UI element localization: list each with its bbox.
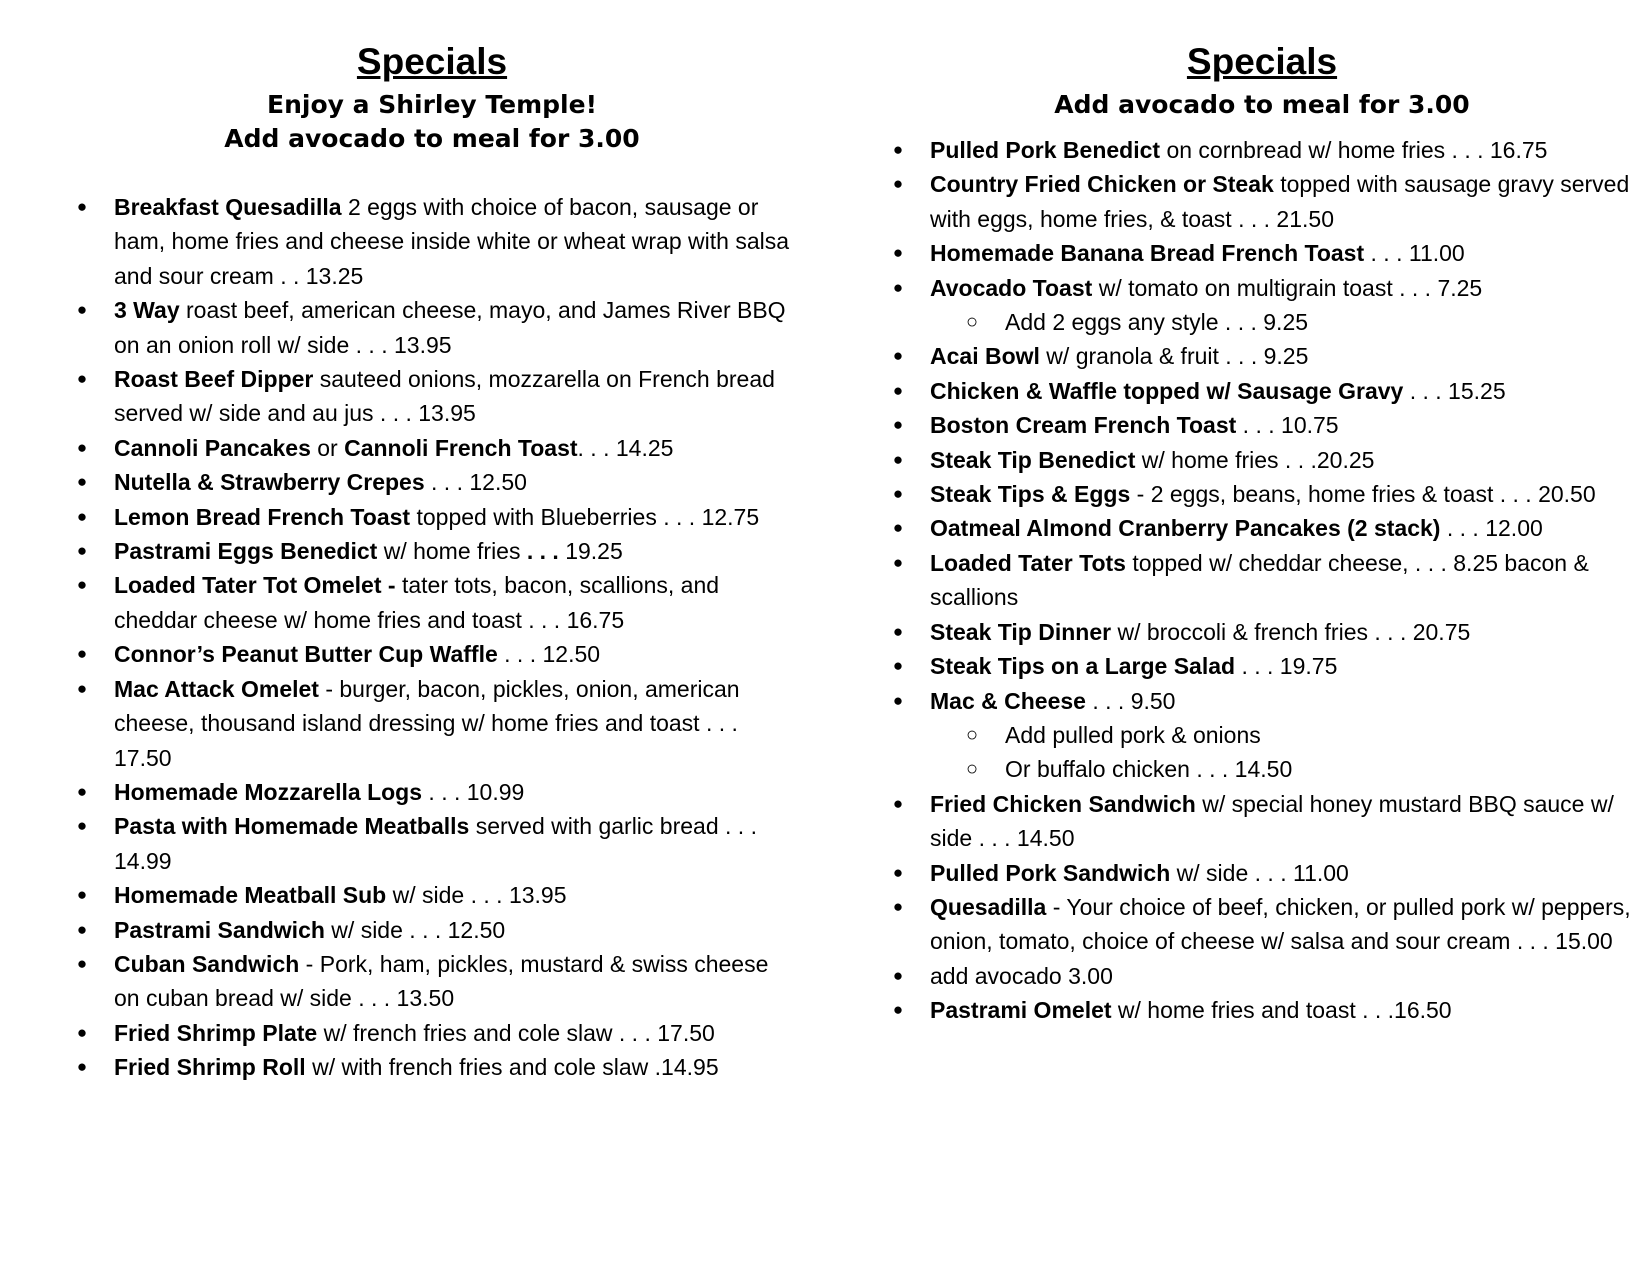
menu-item-description: w/ french fries and cole slaw . . . 17.50: [317, 1019, 715, 1046]
menu-item: [72, 568, 792, 637]
bullet-icon: ●: [892, 552, 904, 572]
menu-item: [888, 615, 1636, 649]
left-subtitle-1: Enjoy a Shirley Temple!: [267, 90, 597, 119]
menu-item-description: . . . 9.50: [1085, 687, 1176, 714]
menu-item-name: Homemade Banana Bread French Toast: [930, 240, 1365, 267]
bullet-icon: ●: [76, 644, 88, 664]
menu-item-name: Lemon Bread French Toast: [114, 503, 411, 530]
menu-item-description: w/ broccoli & french fries . . . 20.75: [1111, 618, 1471, 645]
menu-item-name: Pulled Pork Benedict: [930, 137, 1161, 163]
menu-item: [72, 190, 792, 293]
menu-item: [888, 993, 1636, 1027]
menu-item: [72, 947, 792, 1016]
left-title: Specials: [356, 41, 508, 82]
menu-item-description: . . . 15.25: [1403, 377, 1506, 404]
bullet-icon: ●: [892, 484, 904, 504]
bullet-icon: ●: [76, 919, 88, 939]
menu-item: [72, 809, 792, 878]
menu-item: [72, 293, 792, 362]
menu-item-name: Pastrami Eggs Benedict: [114, 538, 378, 565]
menu-item-name: Nutella & Strawberry Crepes: [114, 469, 425, 496]
menu-item-name: Pastrami Sandwich: [114, 916, 325, 943]
menu-item: [888, 649, 1636, 683]
bullet-icon: ●: [76, 953, 88, 973]
menu-item: [72, 431, 792, 465]
menu-item-name: Steak Tip Dinner: [930, 618, 1112, 645]
bullet-icon: ●: [892, 656, 904, 676]
menu-item-name: Fried Shrimp Plate: [114, 1019, 318, 1046]
bullet-icon: ●: [76, 678, 88, 698]
bullet-icon: ●: [892, 243, 904, 263]
right-title: Specials: [1186, 41, 1338, 82]
menu-item: [888, 236, 1636, 270]
menu-item-description: . . . 14.25: [577, 434, 674, 461]
menu-item-name: Cannoli Pancakes: [114, 434, 311, 461]
bullet-icon: ●: [76, 472, 88, 492]
sub-item-text: Or buffalo chicken . . . 14.50: [1005, 756, 1293, 783]
menu-item-description: topped w/ cheddar cheese, . . . 8.25 bacon & scallions: [930, 549, 1589, 611]
bullet-icon: ●: [76, 575, 88, 595]
menu-item-description: w/ side . . . 11.00: [1170, 859, 1349, 886]
menu-item-description: served with garlic bread . . . 14.99: [114, 813, 757, 874]
menu-item: [888, 443, 1636, 477]
menu-item: [888, 511, 1636, 545]
bullet-icon: ●: [76, 437, 88, 457]
menu-item-name: Cannoli French Toast: [344, 434, 578, 461]
bullet-icon: ●: [892, 690, 904, 710]
menu-item-description: w/ home fries and toast . . .16.50: [1111, 997, 1452, 1024]
bullet-icon: ●: [76, 1057, 88, 1077]
menu-item-description: w/ home fries: [377, 538, 527, 565]
menu-item-description: w/ home fries . . .20.25: [1135, 446, 1375, 473]
menu-item: [72, 878, 792, 912]
bullet-icon: ●: [76, 816, 88, 836]
bullet-icon: ●: [892, 277, 904, 297]
menu-item-name: Cuban Sandwich: [114, 950, 300, 977]
menu-item-name: Boston Cream French Toast: [930, 412, 1237, 439]
bullet-icon: ●: [892, 965, 904, 985]
menu-item: [888, 339, 1636, 373]
menu-item-description: w/ granola & fruit . . . 9.25: [1039, 343, 1309, 370]
menu-item-name: 3 Way: [114, 297, 180, 324]
bullet-icon: ●: [76, 369, 88, 389]
menu-sub-item: [888, 718, 1636, 752]
menu-item: [888, 408, 1636, 442]
menu-item-description: . . . 12.50: [497, 641, 601, 668]
bullet-icon: ●: [892, 415, 904, 435]
menu-item-description: . . . 12.50: [424, 469, 527, 496]
bullet-icon: ●: [892, 449, 904, 469]
menu-item-name: Roast Beef Dipper: [114, 366, 314, 393]
menu-item-description: - Pork, ham, pickles, mustard & swiss cheese on cuban bread w/ side . . . 13.50: [114, 950, 769, 1012]
menu-item-description: 19.25: [558, 538, 623, 565]
menu-item-description: roast beef, american cheese, mayo, and James River BBQ on an onion roll w/ side . . . 13.95: [114, 297, 786, 358]
menu-item-description: topped with sausage gravy served with eggs, home fries, & toast . . . 21.50: [930, 171, 1630, 232]
menu-item: [888, 684, 1636, 718]
bullet-icon: ●: [892, 862, 904, 882]
bullet-icon: ●: [76, 197, 88, 216]
menu-item-description: . . . 10.75: [1236, 412, 1339, 439]
left-subtitle-2: Add avocado to meal for 3.00: [224, 124, 640, 153]
bullet-icon: ●: [76, 300, 88, 320]
menu-item: [888, 374, 1636, 408]
bullet-icon: ●: [892, 346, 904, 366]
menu-item-name: Fried Shrimp Roll: [114, 1054, 306, 1081]
menu-item-description: - Your choice of beef, chicken, or pulled pork w/ peppers, onion, tomato, choice of cheese w/ salsa and sour cream . . . 15.00: [930, 893, 1631, 955]
menu-item-description: - 2 eggs, beans, home fries & toast . . . 20.50: [1130, 481, 1596, 508]
menu-item-name: Steak Tips & Eggs: [930, 481, 1131, 508]
menu-item: [72, 1016, 792, 1050]
menu-item-name: Loaded Tater Tots: [930, 549, 1126, 576]
menu-item-name: Homemade Meatball Sub: [114, 882, 387, 909]
menu-item-name: Steak Tip Benedict: [930, 446, 1136, 473]
menu-item-name: Fried Chicken Sandwich: [930, 790, 1196, 817]
bullet-icon: ●: [892, 174, 904, 194]
bullet-icon: ●: [892, 793, 904, 813]
bullet-icon: ●: [892, 896, 904, 916]
menu-item-description: . . . 10.99: [422, 778, 525, 805]
menu-item-name: Mac Attack Omelet: [114, 675, 319, 702]
bullet-icon: ●: [892, 380, 904, 400]
sub-item-text: Add pulled pork & onions: [1005, 721, 1261, 748]
menu-item: [72, 775, 792, 809]
menu-item-name: Pulled Pork Sandwich: [930, 859, 1171, 886]
menu-item-description: 2 eggs with choice of bacon, sausage or ham, home fries and cheese inside white or wheat wrap with salsa and sour cream . . 13.25: [114, 194, 790, 289]
menu-item-description: add avocado 3.00: [930, 962, 1113, 989]
bullet-icon: ●: [892, 621, 904, 641]
menu-item: [72, 1050, 792, 1084]
left-menu-column: [72, 36, 792, 1085]
bullet-icon: ●: [76, 506, 88, 526]
menu-item-name: Homemade Mozzarella Logs: [114, 778, 423, 805]
menu-item: [72, 362, 792, 431]
menu-item: [888, 546, 1636, 615]
right-menu-column: [888, 36, 1636, 1028]
menu-item: [72, 672, 792, 775]
menu-item-name: Connor’s Peanut Butter Cup Waffle: [114, 641, 498, 668]
menu-item-name: Steak Tips on a Large Salad: [930, 653, 1236, 680]
menu-item-description: . . . 12.00: [1440, 515, 1543, 542]
menu-item-name: . . .: [526, 538, 559, 565]
menu-item: [888, 890, 1636, 959]
menu-item-name: Quesadilla: [930, 893, 1047, 920]
menu-item: [72, 913, 792, 947]
menu-item-name: Mac & Cheese: [930, 687, 1086, 714]
hollow-bullet-icon: ○: [965, 311, 979, 334]
menu-item-description: sauteed onions, mozzarella on French bread served w/ side and au jus . . . 13.95: [114, 366, 775, 427]
right-subtitle-1: Add avocado to meal for 3.00: [1054, 90, 1470, 119]
menu-item-description: . . . 19.75: [1235, 653, 1338, 680]
bullet-icon: ●: [76, 541, 88, 561]
menu-item-name: Country Fried Chicken or Steak: [930, 171, 1274, 198]
menu-item: [888, 856, 1636, 890]
menu-item-description: or: [310, 434, 345, 461]
menu-item-description: w/ side . . . 12.50: [324, 916, 506, 943]
menu-item: [888, 271, 1636, 305]
sub-item-text: Add 2 eggs any style . . . 9.25: [1005, 309, 1309, 336]
menu-item-name: Acai Bowl: [930, 343, 1040, 370]
menu-item: [888, 133, 1636, 167]
bullet-icon: ●: [76, 1022, 88, 1042]
menu-item: [72, 465, 792, 499]
menu-item-description: w/ with french fries and cole slaw .14.95: [305, 1054, 719, 1081]
menu-item-description: - burger, bacon, pickles, onion, american cheese, thousand island dressing w/ home fries and toast . . . 17.50: [114, 675, 740, 771]
menu-item-name: Pasta with Homemade Meatballs: [114, 813, 470, 840]
menu-sub-item: [888, 752, 1636, 786]
menu-item: [888, 959, 1636, 993]
bullet-icon: ●: [892, 140, 904, 159]
menu-item-description: on cornbread w/ home fries . . . 16.75: [1160, 137, 1548, 163]
menu-item-name: Oatmeal Almond Cranberry Pancakes (2 stack): [930, 515, 1441, 542]
menu-item-description: w/ side . . . 13.95: [386, 882, 567, 909]
bullet-icon: ●: [892, 1000, 904, 1020]
menu-item: [888, 477, 1636, 511]
menu-item-name: Pastrami Omelet: [930, 997, 1112, 1024]
menu-item-name: Loaded Tater Tot Omelet -: [114, 572, 396, 599]
menu-item: [72, 637, 792, 671]
menu-item-name: Chicken & Waffle topped w/ Sausage Gravy: [930, 377, 1404, 404]
hollow-bullet-icon: ○: [965, 758, 979, 781]
bullet-icon: ●: [892, 518, 904, 538]
menu-item: [888, 787, 1636, 856]
bullet-icon: ●: [76, 885, 88, 905]
left-menu-list: [72, 190, 792, 1085]
menu-item-name: Avocado Toast: [930, 274, 1093, 301]
menu-item-description: . . . 11.00: [1364, 240, 1465, 267]
menu-sub-item: [888, 305, 1636, 339]
bullet-icon: ●: [76, 781, 88, 801]
right-menu-list: [888, 133, 1636, 1028]
menu-item: [888, 167, 1636, 236]
menu-item-description: tater tots, bacon, scallions, and cheddar cheese w/ home fries and toast . . . 16.75: [114, 572, 720, 633]
menu-item-description: topped with Blueberries . . . 12.75: [410, 503, 760, 530]
menu-item-name: Breakfast Quesadilla: [114, 194, 342, 220]
hollow-bullet-icon: ○: [965, 723, 979, 746]
menu-item-description: w/ tomato on multigrain toast . . . 7.25: [1092, 274, 1483, 301]
menu-item: [72, 534, 792, 568]
menu-item-description: w/ special honey mustard BBQ sauce w/ side . . . 14.50: [930, 790, 1614, 852]
menu-item: [72, 500, 792, 534]
